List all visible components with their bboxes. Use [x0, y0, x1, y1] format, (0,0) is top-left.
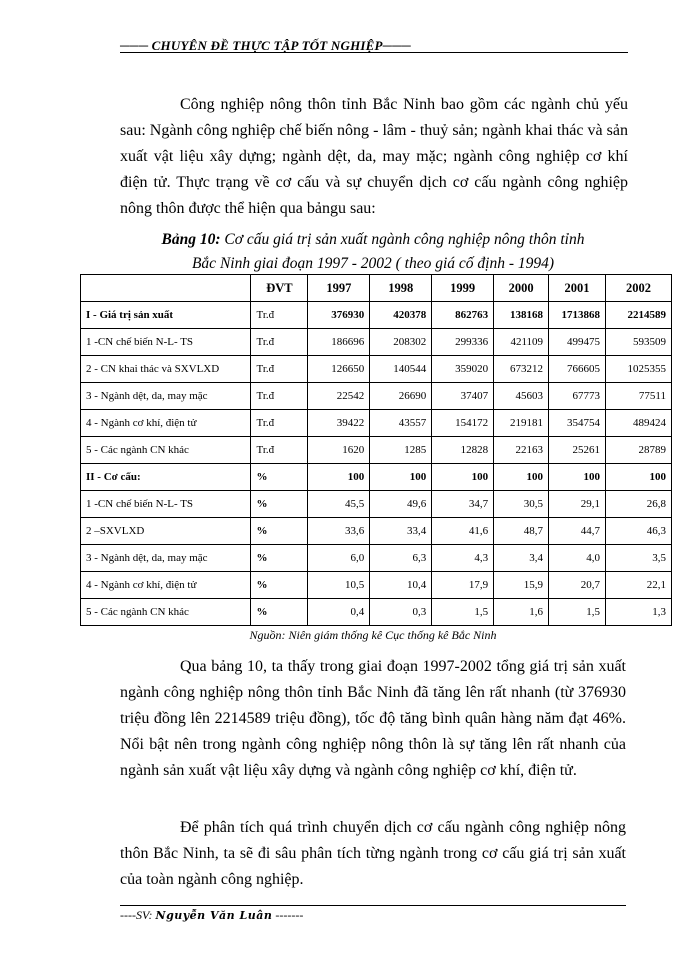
- row-label-cell: 2 - CN khai thác và SXVLXD: [81, 356, 251, 383]
- unit-cell: Tr.đ: [251, 329, 308, 356]
- value-cell: 862763: [432, 302, 494, 329]
- value-cell: 593509: [606, 329, 672, 356]
- value-cell: 4,3: [432, 545, 494, 572]
- value-cell: 12828: [432, 437, 494, 464]
- conclusion-paragraph: [120, 815, 626, 893]
- value-cell: 1285: [370, 437, 432, 464]
- value-cell: 421109: [494, 329, 549, 356]
- value-cell: 0,4: [308, 599, 370, 626]
- table-header-cell: 1999: [432, 275, 494, 302]
- value-cell: 30,5: [494, 491, 549, 518]
- value-cell: 1,3: [606, 599, 672, 626]
- value-cell: 1025355: [606, 356, 672, 383]
- row-label-cell: 5 - Các ngành CN khác: [81, 437, 251, 464]
- value-cell: 766605: [549, 356, 606, 383]
- value-cell: 1,6: [494, 599, 549, 626]
- table-header-cell: ĐVT: [251, 275, 308, 302]
- unit-cell: Tr.đ: [251, 437, 308, 464]
- value-cell: 10,5: [308, 572, 370, 599]
- row-label-cell: 4 - Ngành cơ khí, điện tử: [81, 410, 251, 437]
- value-cell: 376930: [308, 302, 370, 329]
- value-cell: 219181: [494, 410, 549, 437]
- row-label-cell: 1 -CN chế biến N-L- TS: [81, 491, 251, 518]
- value-cell: 208302: [370, 329, 432, 356]
- analysis-paragraph-text: Qua bảng 10, ta thấy trong giai đoạn 1997-2002 tổng giá trị sản xuất ngành công nghiệp nông thôn tỉnh Bắc Ninh đã tăng lên rất nhanh (từ 376930 triệu đồng lên 2214589 triệu đồng), tốc độ tăng bình quân hàng năm đạt 46%. Nổi bật nên trong ngành công nghiệp nông thôn là sự tăng lên rất nhanh của ngành sản xuất vật liệu xây dựng và ngành công nghiệp cơ khí, điện tử.: [120, 658, 626, 779]
- table-header-cell: 2000: [494, 275, 549, 302]
- data-table: [80, 274, 672, 626]
- value-cell: 6,3: [370, 545, 432, 572]
- intro-paragraph-text: Công nghiệp nông thôn tỉnh Bắc Ninh bao gồm các ngành chủ yếu sau: Ngành công nghiệp chế biến nông - lâm - thuỷ sản; ngành khai thác và sản xuất vật liệu xây dựng; ngành dệt, da, may mặc; ngành công nghiệp cơ khí điện tử. Thực trạng về cơ cấu và sự chuyển dịch cơ cấu ngành công nghiệp nông thôn được thể hiện qua bảngu sau:: [120, 96, 628, 217]
- value-cell: 126650: [308, 356, 370, 383]
- value-cell: 22,1: [606, 572, 672, 599]
- value-cell: 20,7: [549, 572, 606, 599]
- source-note: Nguồn: Niên giám thống kê Cục thống kê Bắc Ninh: [249, 628, 497, 642]
- table-row: [81, 491, 672, 518]
- value-cell: 22542: [308, 383, 370, 410]
- value-cell: 6,0: [308, 545, 370, 572]
- table-caption-line2: Bắc Ninh giai đoạn 1997 - 2002 ( theo giá cố định - 1994): [191, 255, 555, 272]
- conclusion-paragraph-text: Để phân tích quá trình chuyển dịch cơ cấu ngành công nghiệp nông thôn Bắc Ninh, ta sẽ đi sâu phân tích từng ngành trong cơ cấu giá trị sản xuất của toàn ngành công nghiệp.: [120, 819, 626, 888]
- value-cell: 48,7: [494, 518, 549, 545]
- value-cell: 299336: [432, 329, 494, 356]
- value-cell: 0,3: [370, 599, 432, 626]
- row-label-cell: 1 -CN chế biến N-L- TS: [81, 329, 251, 356]
- value-cell: 100: [549, 464, 606, 491]
- unit-cell: Tr.đ: [251, 383, 308, 410]
- value-cell: 673212: [494, 356, 549, 383]
- value-cell: 77511: [606, 383, 672, 410]
- table-header-cell: 2002: [606, 275, 672, 302]
- table-caption-label: Bảng 10:: [161, 231, 221, 248]
- author-name: Nguyễn Văn Luân: [155, 909, 273, 922]
- table-row: [81, 302, 672, 329]
- value-cell: 33,6: [308, 518, 370, 545]
- value-cell: 43557: [370, 410, 432, 437]
- running-header: ─── CHUYÊN ĐỀ THỰC TẬP TỐT NGHIỆP───: [120, 38, 411, 53]
- value-cell: 2214589: [606, 302, 672, 329]
- footer-prefix: ----SV:: [120, 908, 156, 922]
- table-header-cell: 1998: [370, 275, 432, 302]
- footer: [120, 908, 303, 923]
- table-header-cell: 2001: [549, 275, 606, 302]
- table-header-cell: 1997: [308, 275, 370, 302]
- value-cell: 154172: [432, 410, 494, 437]
- unit-cell: Tr.đ: [251, 410, 308, 437]
- table-caption-line1: Cơ cấu giá trị sản xuất ngành công nghiệp nông thôn tỉnh: [220, 231, 585, 248]
- value-cell: 25261: [549, 437, 606, 464]
- value-cell: 100: [308, 464, 370, 491]
- value-cell: 420378: [370, 302, 432, 329]
- unit-cell: %: [251, 599, 308, 626]
- value-cell: 100: [494, 464, 549, 491]
- table-row: [81, 518, 672, 545]
- value-cell: 3,4: [494, 545, 549, 572]
- row-label-cell: I - Giá trị sản xuất: [81, 302, 251, 329]
- value-cell: 359020: [432, 356, 494, 383]
- value-cell: 37407: [432, 383, 494, 410]
- value-cell: 46,3: [606, 518, 672, 545]
- value-cell: 26690: [370, 383, 432, 410]
- value-cell: 39422: [308, 410, 370, 437]
- value-cell: 1,5: [432, 599, 494, 626]
- table-row: [81, 437, 672, 464]
- value-cell: 100: [606, 464, 672, 491]
- value-cell: 4,0: [549, 545, 606, 572]
- table-row: [81, 410, 672, 437]
- value-cell: 100: [370, 464, 432, 491]
- row-label-cell: II - Cơ cấu:: [81, 464, 251, 491]
- value-cell: 499475: [549, 329, 606, 356]
- unit-cell: %: [251, 491, 308, 518]
- value-cell: 1713868: [549, 302, 606, 329]
- value-cell: 22163: [494, 437, 549, 464]
- row-label-cell: 4 - Ngành cơ khí, điện tử: [81, 572, 251, 599]
- intro-paragraph: [120, 92, 628, 222]
- value-cell: 3,5: [606, 545, 672, 572]
- value-cell: 45603: [494, 383, 549, 410]
- value-cell: 29,1: [549, 491, 606, 518]
- table-row: [81, 329, 672, 356]
- value-cell: 44,7: [549, 518, 606, 545]
- value-cell: 34,7: [432, 491, 494, 518]
- table-row: [81, 545, 672, 572]
- table-row: [81, 464, 672, 491]
- unit-cell: Tr.đ: [251, 356, 308, 383]
- table-row: [81, 356, 672, 383]
- value-cell: 489424: [606, 410, 672, 437]
- row-label-cell: 3 - Ngành dệt, da, may mặc: [81, 545, 251, 572]
- value-cell: 186696: [308, 329, 370, 356]
- analysis-paragraph: [120, 654, 626, 784]
- value-cell: 354754: [549, 410, 606, 437]
- value-cell: 140544: [370, 356, 432, 383]
- table-row: [81, 599, 672, 626]
- value-cell: 49,6: [370, 491, 432, 518]
- value-cell: 138168: [494, 302, 549, 329]
- footer-suffix: -------: [272, 908, 304, 922]
- header-divider: [120, 52, 628, 53]
- value-cell: 15,9: [494, 572, 549, 599]
- table-header-cell: [81, 275, 251, 302]
- unit-cell: %: [251, 464, 308, 491]
- footer-divider: [120, 905, 626, 906]
- unit-cell: %: [251, 572, 308, 599]
- row-label-cell: 5 - Các ngành CN khác: [81, 599, 251, 626]
- value-cell: 100: [432, 464, 494, 491]
- value-cell: 45,5: [308, 491, 370, 518]
- row-label-cell: 2 –SXVLXD: [81, 518, 251, 545]
- unit-cell: %: [251, 545, 308, 572]
- value-cell: 17,9: [432, 572, 494, 599]
- value-cell: 41,6: [432, 518, 494, 545]
- value-cell: 1620: [308, 437, 370, 464]
- row-label-cell: 3 - Ngành dệt, da, may mặc: [81, 383, 251, 410]
- value-cell: 67773: [549, 383, 606, 410]
- value-cell: 28789: [606, 437, 672, 464]
- table-caption: [120, 228, 626, 276]
- value-cell: 1,5: [549, 599, 606, 626]
- table-header-row: [81, 275, 672, 302]
- unit-cell: Tr.đ: [251, 302, 308, 329]
- unit-cell: %: [251, 518, 308, 545]
- table-row: [81, 383, 672, 410]
- value-cell: 26,8: [606, 491, 672, 518]
- table-row: [81, 572, 672, 599]
- value-cell: 10,4: [370, 572, 432, 599]
- value-cell: 33,4: [370, 518, 432, 545]
